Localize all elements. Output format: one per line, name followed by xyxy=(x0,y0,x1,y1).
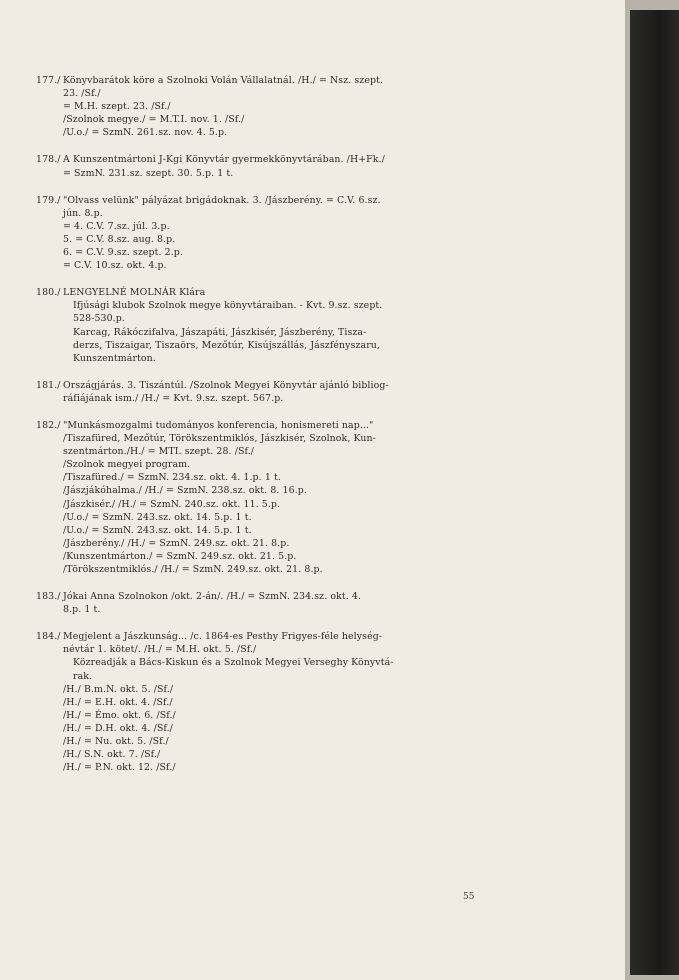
entry-line: /Törökszentmiklós./ /H./ = SzmN. 249.sz. okt. 21. 8.p. xyxy=(63,564,323,575)
entry-line: Ifjúsági klubok Szolnok megye könyvtáraiban. - Kvt. 9.sz. szept. xyxy=(73,300,383,312)
entry-line: /H./ B.m.N. okt. 5. /Sf./ xyxy=(63,683,174,695)
entry-number: 178./ xyxy=(36,154,61,166)
entry-line: /H./ = D.H. okt. 4. /Sf./ xyxy=(63,722,173,734)
entry-line: /Jászjákóhalma./ /H./ = SzmN. 238.sz. okt. 8. 16.p. xyxy=(63,485,307,497)
entry-line: 5. = C.V. 8.sz. aug. 8.p. xyxy=(63,233,176,245)
entry-line: 528-530.p. xyxy=(73,313,125,325)
entry-line: ráfiájának ism./ /H./ = Kvt. 9.sz. szept. 567.p. xyxy=(63,392,284,404)
entry-line: rak. xyxy=(73,670,93,682)
bibliography-entry xyxy=(36,74,596,139)
entry-line: Kunszentmárton. xyxy=(73,352,156,364)
entry-line: Megjelent a Jászkunság... /c. 1864-es Pesthy Frigyes-féle helység- xyxy=(63,631,383,643)
entry-number: 181./ xyxy=(36,379,61,391)
bibliography-entry xyxy=(36,286,596,365)
entry-line: = 4. C.V. 7.sz. júl. 3.p. xyxy=(63,220,170,232)
bibliography-entry xyxy=(36,194,596,273)
entry-line: /U.o./ = SzmN. 243.sz. okt. 14. 5.p. 1 t. xyxy=(63,524,252,536)
entry-number: 180./ xyxy=(36,287,61,299)
entry-line: /U.o./ = SzmN. 243.sz. okt. 14. 5.p. 1 t. xyxy=(63,511,252,523)
entry-number: 184./ xyxy=(36,631,61,643)
entry-line: /H./ = Émo. okt. 6. /Sf./ xyxy=(63,709,176,721)
entry-line: 8.p. 1 t. xyxy=(63,604,101,616)
entry-line: /Tiszafüred, Mezőtúr, Törökszentmiklós, Jászkisér, Szolnok, Kun- xyxy=(63,433,376,445)
entry-line: jún. 8.p. xyxy=(63,207,103,219)
bibliography-list xyxy=(36,74,596,788)
entry-line: /Jászkisér./ /H./ = SzmN. 240.sz. okt. 11. 5.p. xyxy=(63,498,281,510)
bibliography-entry xyxy=(36,590,596,616)
entry-line: szentmárton./H./ = MTI. szept. 28. /Sf./ xyxy=(63,446,255,458)
entry-line: = M.H. szept. 23. /Sf./ xyxy=(63,101,171,113)
bibliography-entry xyxy=(36,630,596,774)
entry-line: "Munkásmozgalmi tudományos konferencia, honismereti nap..." xyxy=(63,419,374,431)
entry-line: 6. = C.V. 9.sz. szept. 2.p. xyxy=(63,247,183,259)
entry-line: Jókai Anna Szolnokon /okt. 2-án/. /H./ = SzmN. 234.sz. okt. 4. xyxy=(63,591,362,603)
entry-line: 23. /Sf./ xyxy=(63,88,101,100)
binding-shadow xyxy=(630,10,679,975)
bibliography-entry xyxy=(36,379,596,405)
entry-line: /Tiszafüred./ = SzmN. 234.sz. okt. 4. 1.p. 1 t. xyxy=(63,472,281,484)
entry-number: 183./ xyxy=(36,591,61,603)
entry-line: derzs, Tiszaigar, Tiszaörs, Mezőtúr, Kisújszállás, Jászfényszaru, xyxy=(73,339,381,351)
bibliography-entry xyxy=(36,419,596,576)
entry-number: 179./ xyxy=(36,194,61,206)
entry-line: Könyvbarátok köre a Szolnoki Volán Vállalatnál. /H./ = Nsz. szept. xyxy=(63,75,384,86)
entry-line: /H./ S.N. okt. 7. /Sf./ xyxy=(63,749,161,761)
entry-line: névtár 1. kötet/. /H./ = M.H. okt. 5. /Sf./ xyxy=(63,644,257,656)
bibliography-entry xyxy=(36,153,596,179)
entry-line: = SzmN. 231.sz. szept. 30. 5.p. 1 t. xyxy=(63,167,234,179)
entry-line: Karcag, Rákóczifalva, Jászapáti, Jászkisér, Jászberény, Tisza- xyxy=(73,326,367,338)
entry-number: 182./ xyxy=(36,419,61,431)
entry-line: /Kunszentmárton./ = SzmN. 249.sz. okt. 21. 5.p. xyxy=(63,550,297,562)
entry-line: A Kunszentmártoni J-Kgi Könyvtár gyermekkönyvtárában. /H+Fk./ xyxy=(63,154,385,166)
entry-line: /U.o./ = SzmN. 261.sz. nov. 4. 5.p. xyxy=(63,127,228,139)
entry-number: 177./ xyxy=(36,75,61,86)
entry-line: = C.V. 10.sz. okt. 4.p. xyxy=(63,260,167,272)
entry-line: "Olvass velünk" pályázat brigádoknak. 3. /Jászberény. = C.V. 6.sz. xyxy=(63,194,381,206)
entry-line: /H./ = P.N. okt. 12. /Sf./ xyxy=(63,762,176,774)
entry-line: Közreadják a Bács-Kiskun és a Szolnok Megyei Verseghy Könyvtá- xyxy=(73,657,394,669)
entry-line: LENGYELNÉ MOLNÁR Klára xyxy=(63,287,206,299)
entry-line: /H./ = Nu. okt. 5. /Sf./ xyxy=(63,736,169,748)
entry-line: /Szolnok megye./ = M.T.I. nov. 1. /Sf./ xyxy=(63,114,245,126)
entry-line: Országjárás. 3. Tiszántúl. /Szolnok Megyei Könyvtár ajánló bibliog- xyxy=(63,379,389,391)
entry-line: /H./ = E.H. okt. 4. /Sf./ xyxy=(63,696,173,708)
page-number: 55 xyxy=(463,892,475,902)
entry-line: /Jászberény./ /H./ = SzmN. 249.sz. okt. 21. 8.p. xyxy=(63,537,290,549)
entry-line: /Szolnok megyei program. xyxy=(63,459,191,471)
